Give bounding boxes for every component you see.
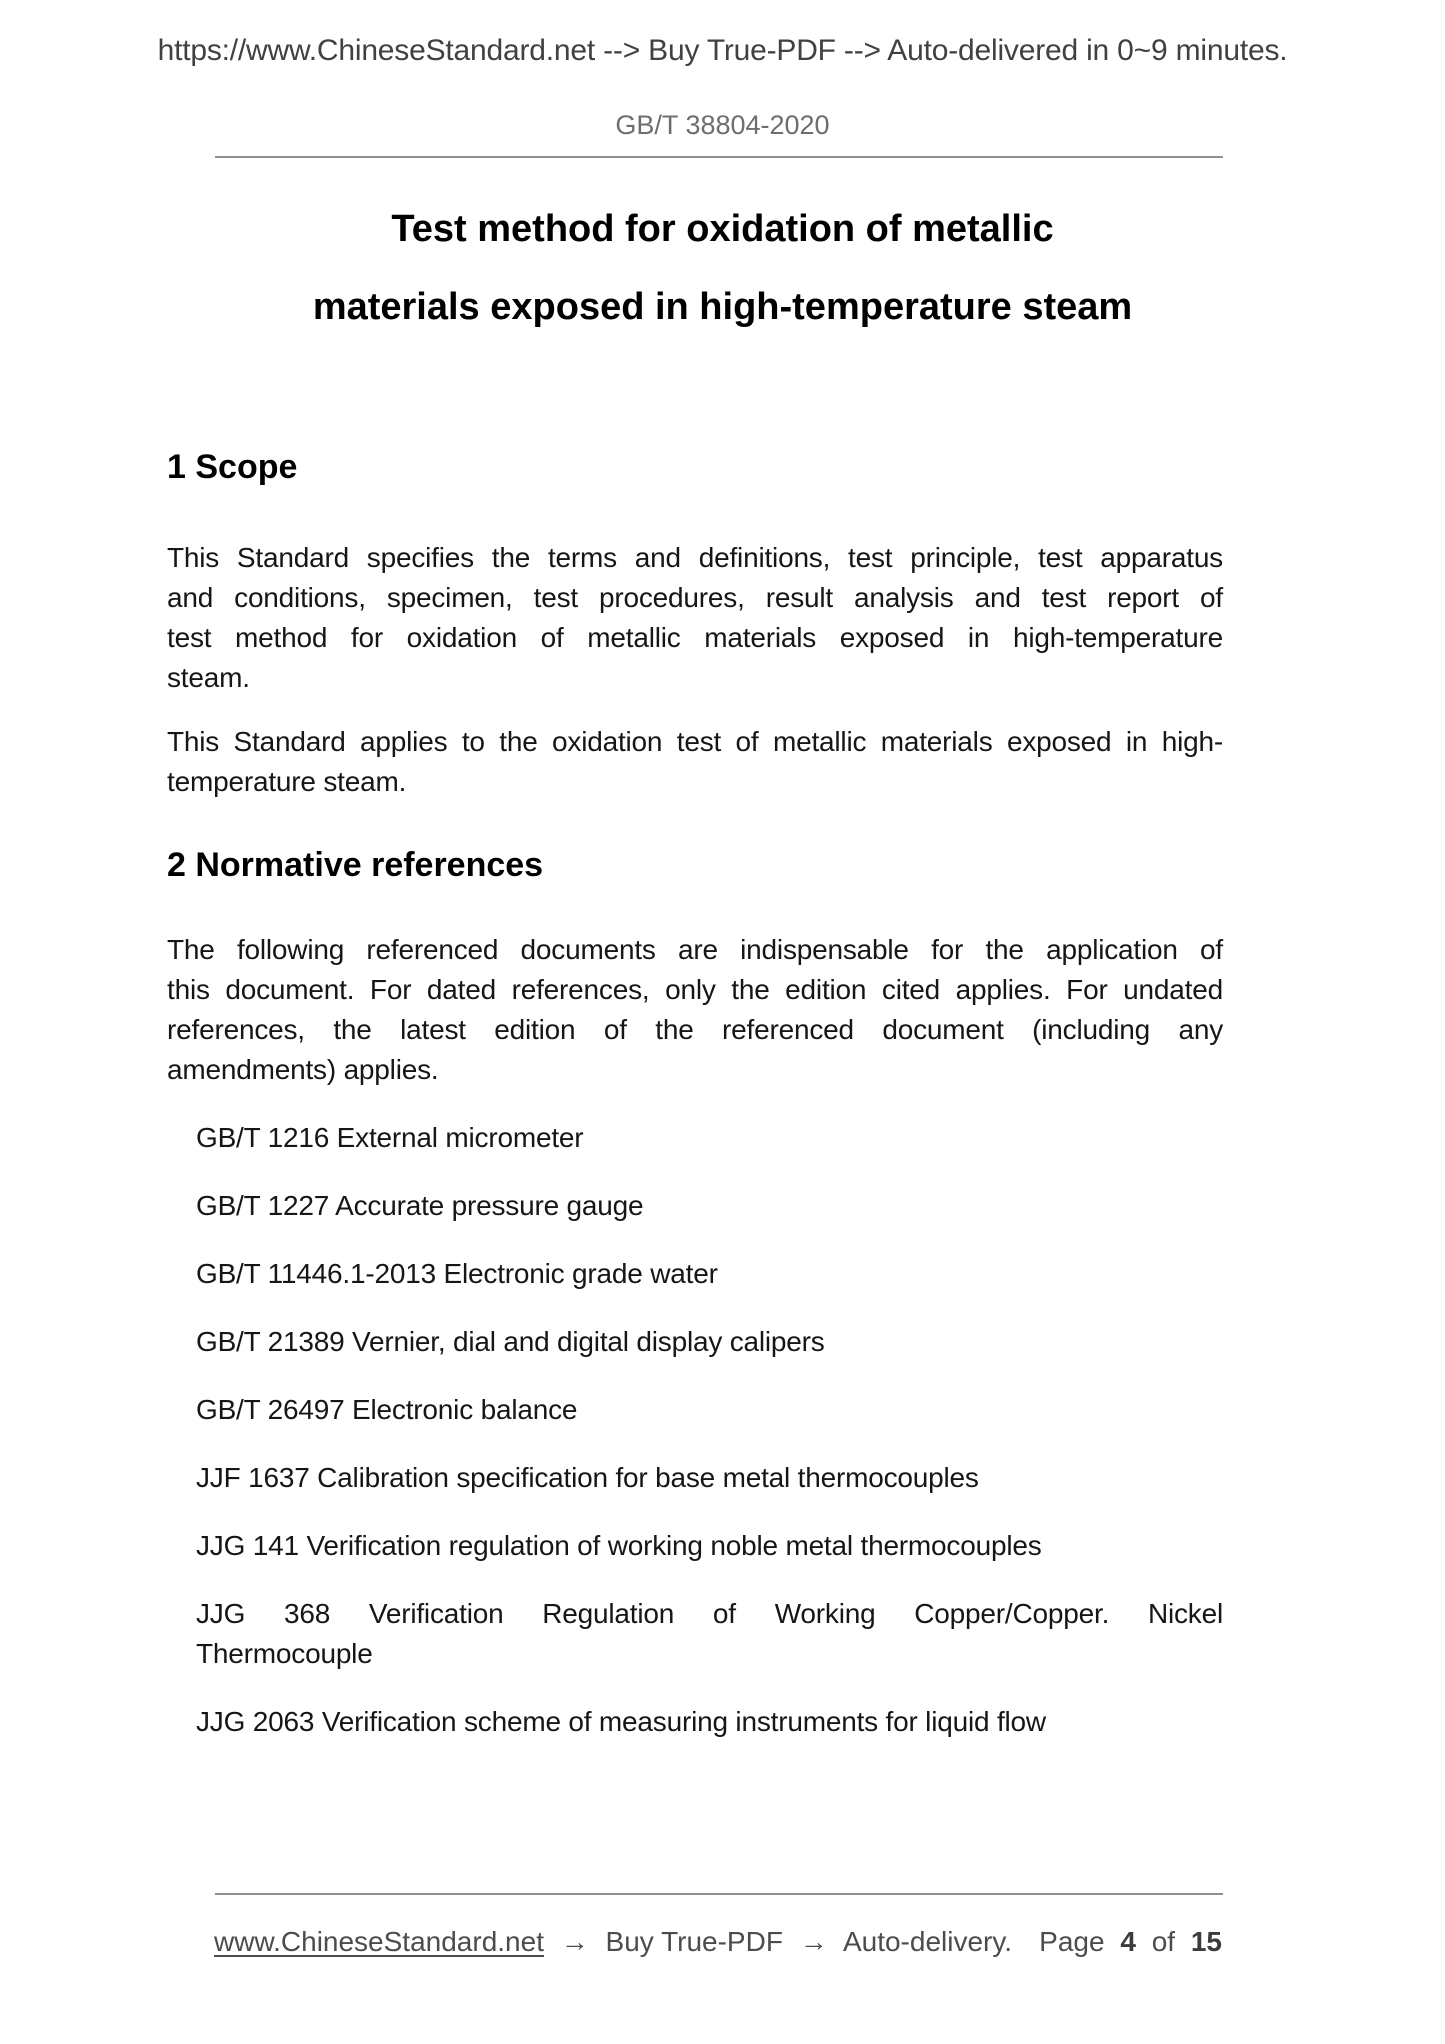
text-line: steam.: [167, 662, 250, 693]
page-total: 15: [1190, 1926, 1222, 1957]
text-line: JJG 141 Verification regulation of working noble metal thermocouples: [196, 1530, 1042, 1561]
heading-normative-references: 2 Normative references: [167, 846, 544, 884]
text-line: JJF 1637 Calibration specification for base metal thermocouples: [196, 1462, 979, 1493]
text-line: Thermocouple: [196, 1638, 373, 1669]
reference-item: [196, 1526, 1223, 1566]
reference-item: [196, 1390, 1223, 1430]
text-line: amendments) applies.: [167, 1054, 439, 1085]
reference-item: [196, 1118, 1223, 1158]
text-line: GB/T 11446.1-2013 Electronic grade water: [196, 1258, 718, 1289]
text-line: GB/T 1216 External micrometer: [196, 1122, 584, 1153]
text-line: This Standard specifies the terms and definitions, test principle, test apparatus: [167, 542, 1223, 573]
doc-code: GB/T 38804-2020: [615, 110, 830, 140]
right-arrow-icon: →: [799, 1926, 828, 1957]
reference-item: [196, 1254, 1223, 1294]
text-line: GB/T 26497 Electronic balance: [196, 1394, 578, 1425]
reference-item: [196, 1594, 1223, 1674]
header-divider: [215, 156, 1223, 158]
reference-item: [196, 1322, 1223, 1362]
document-title-line2: materials exposed in high-temperature steam: [312, 286, 1133, 328]
footer-left: [214, 1926, 1021, 1958]
footer-site-link[interactable]: www.ChineseStandard.net: [214, 1926, 544, 1957]
document-title-line1: Test method for oxidation of metallic: [391, 208, 1054, 250]
page-current: 4: [1120, 1926, 1136, 1957]
text-line: This Standard applies to the oxidation test of metallic materials exposed in high-: [167, 726, 1223, 757]
text-line: GB/T 21389 Vernier, dial and digital display calipers: [196, 1326, 825, 1357]
text-line: JJG 368 Verification Regulation of Working Copper/Copper. Nickel: [196, 1598, 1223, 1629]
footer-buy-text: Buy True-PDF: [605, 1926, 783, 1957]
text-line: temperature steam.: [167, 766, 407, 797]
normative-intro-paragraph: [167, 930, 1223, 1090]
header-url-text: https://www.ChineseStandard.net --> Buy True-PDF --> Auto-delivered in 0~9 minutes.: [157, 34, 1288, 67]
page-footer: [214, 1926, 1222, 1958]
text-line: test method for oxidation of metallic materials exposed in high-temperature: [167, 622, 1223, 653]
reference-item: [196, 1702, 1223, 1742]
page-of-label: of: [1151, 1926, 1176, 1957]
scope-paragraph-1: [167, 538, 1223, 698]
page-label: Page: [1039, 1926, 1105, 1957]
page-indicator: [1031, 1926, 1222, 1958]
scope-paragraph-2: [167, 722, 1223, 802]
footer-divider: [215, 1893, 1223, 1895]
reference-item: [196, 1186, 1223, 1226]
text-line: references, the latest edition of the referenced document (including any: [167, 1014, 1223, 1045]
right-arrow-icon: →: [560, 1926, 589, 1957]
document-title: [0, 190, 1445, 346]
text-line: and conditions, specimen, test procedures, result analysis and test report of: [167, 582, 1223, 613]
text-line: GB/T 1227 Accurate pressure gauge: [196, 1190, 644, 1221]
text-line: this document. For dated references, only the edition cited applies. For undated: [167, 974, 1223, 1005]
reference-item: [196, 1458, 1223, 1498]
text-line: The following referenced documents are indispensable for the application of: [167, 934, 1223, 965]
footer-delivery-text: Auto-delivery.: [842, 1926, 1013, 1957]
text-line: JJG 2063 Verification scheme of measuring instruments for liquid flow: [196, 1706, 1046, 1737]
heading-scope: 1 Scope: [167, 448, 298, 486]
